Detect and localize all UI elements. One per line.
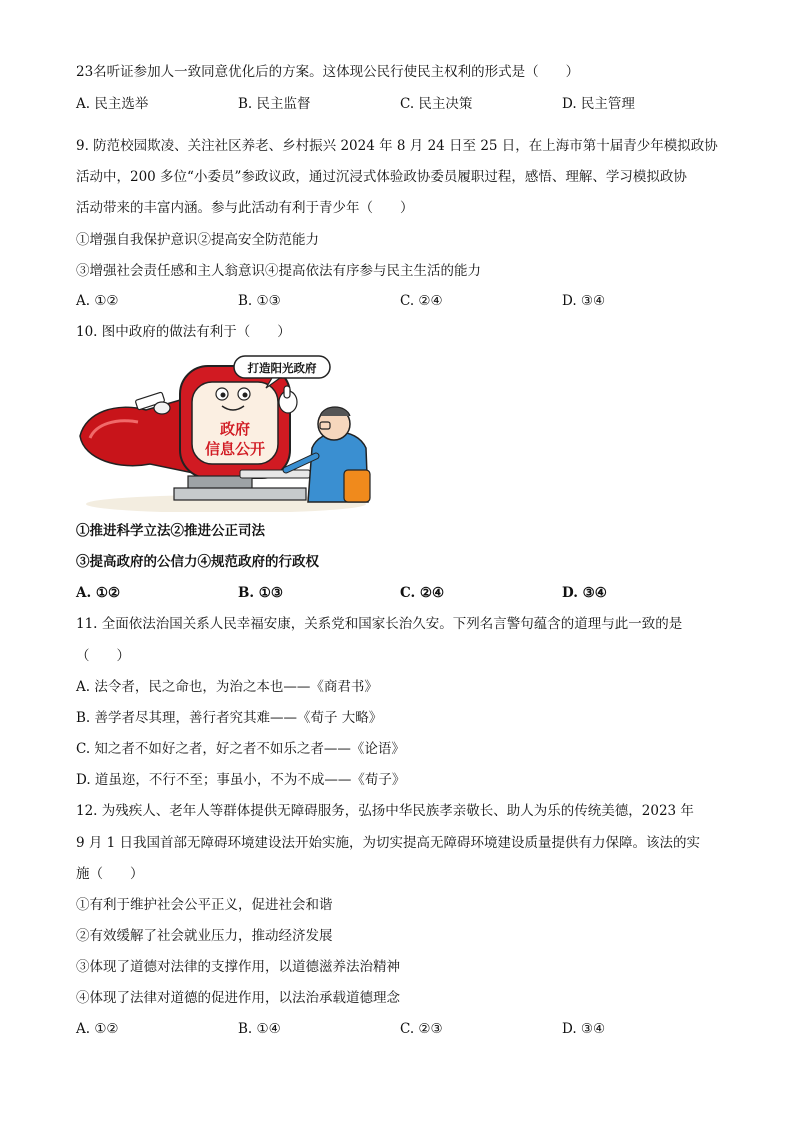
q11-stem-line-2: （ ）: [76, 648, 130, 664]
q10-option-a[interactable]: A. ①②: [76, 585, 121, 601]
q9-options: [76, 292, 726, 310]
q12-stem-line-1: 12. 为残疾人、老年人等群体提供无障碍服务，弘扬中华民族孝亲敬长、助人为乐的传统美德，2023 年: [76, 803, 694, 819]
q8-option-c[interactable]: C. 民主决策: [400, 96, 473, 112]
q9-option-d[interactable]: D. ③④: [562, 293, 606, 309]
q10-speech-bubble-text: 打造阳光政府: [247, 361, 317, 375]
q9-option-a[interactable]: A. ①②: [76, 293, 119, 309]
q10-option-c[interactable]: C. ②④: [400, 585, 445, 601]
q12-item-4: ④体现了法律对道德的促进作用，以法治承载道德理念: [76, 990, 400, 1006]
q9-item-2: ③增强社会责任感和主人翁意识④提高依法有序参与民主生活的能力: [76, 263, 481, 279]
q12-options: [76, 1020, 726, 1038]
q9-stem-line-2: 活动中，200 多位“小委员”参政议政，通过沉浸式体验政协委员履职过程，感悟、理解、学习模拟政协: [76, 169, 687, 185]
q12-option-a[interactable]: A. ①②: [76, 1021, 119, 1037]
q11-option-a[interactable]: A. 法令者，民之命也，为治之本也——《商君书》: [76, 679, 378, 695]
q10-options: [76, 584, 726, 602]
q9-item-1: ①增强自我保护意识②提高安全防范能力: [76, 232, 319, 248]
q12-stem-line-3: 施（ ）: [76, 866, 144, 882]
q10-cartoon-illustration: [76, 352, 372, 512]
q10-screen-text-1: 政府: [219, 420, 251, 438]
q8-options: [76, 95, 726, 113]
q10-option-d[interactable]: D. ③④: [562, 585, 607, 601]
q9-stem-line-1: 9. 防范校园欺凌、关注社区养老、乡村振兴 2024 年 8 月 24 日至 25 日，在上海市第十届青少年模拟政协: [76, 138, 718, 154]
q12-item-1: ①有利于维护社会公平正义，促进社会和谐: [76, 897, 333, 913]
q9-stem-line-3: 活动带来的丰富内涵。参与此活动有利于青少年（ ）: [76, 200, 414, 216]
q10-item-2: ③提高政府的公信力④规范政府的行政权: [76, 554, 319, 570]
q12-option-c[interactable]: C. ②③: [400, 1021, 443, 1037]
q10-stem: 10. 图中政府的做法有利于（ ）: [76, 324, 291, 340]
q8-option-a[interactable]: A. 民主选举: [76, 96, 149, 112]
q9-option-c[interactable]: C. ②④: [400, 293, 443, 309]
q10-option-b[interactable]: B. ①③: [238, 585, 284, 601]
q9-option-b[interactable]: B. ①③: [238, 293, 281, 309]
q10-cartoon: [76, 352, 372, 512]
q11-option-b[interactable]: B. 善学者尽其理，善行者究其难——《荀子 大略》: [76, 710, 383, 726]
q12-option-d[interactable]: D. ③④: [562, 1021, 606, 1037]
q11-option-d[interactable]: D. 道虽迩，不行不至；事虽小，不为不成——《荀子》: [76, 772, 406, 788]
q8-option-b[interactable]: B. 民主监督: [238, 96, 311, 112]
q12-stem-line-2: 9 月 1 日我国首部无障碍环境建设法开始实施，为切实提高无障碍环境建设质量提供有力保障。该法的实: [76, 835, 701, 851]
q11-stem-line-1: 11. 全面依法治国关系人民幸福安康，关系党和国家长治久安。下列名言警句蕴含的道理与此一致的是: [76, 616, 683, 632]
q10-screen-text-2: 信息公开: [204, 440, 266, 458]
q12-item-2: ②有效缓解了社会就业压力，推动经济发展: [76, 928, 333, 944]
q12-item-3: ③体现了道德对法律的支撑作用，以道德滋养法治精神: [76, 959, 400, 975]
q11-option-c[interactable]: C. 知之者不如好之者，好之者不如乐之者——《论语》: [76, 741, 405, 757]
q10-item-1: ①推进科学立法②推进公正司法: [76, 523, 265, 539]
q12-option-b[interactable]: B. ①④: [238, 1021, 281, 1037]
q8-stem-tail: 23名听证参加人一致同意优化后的方案。这体现公民行使民主权利的形式是（ ）: [76, 64, 580, 80]
q8-option-d[interactable]: D. 民主管理: [562, 96, 635, 112]
